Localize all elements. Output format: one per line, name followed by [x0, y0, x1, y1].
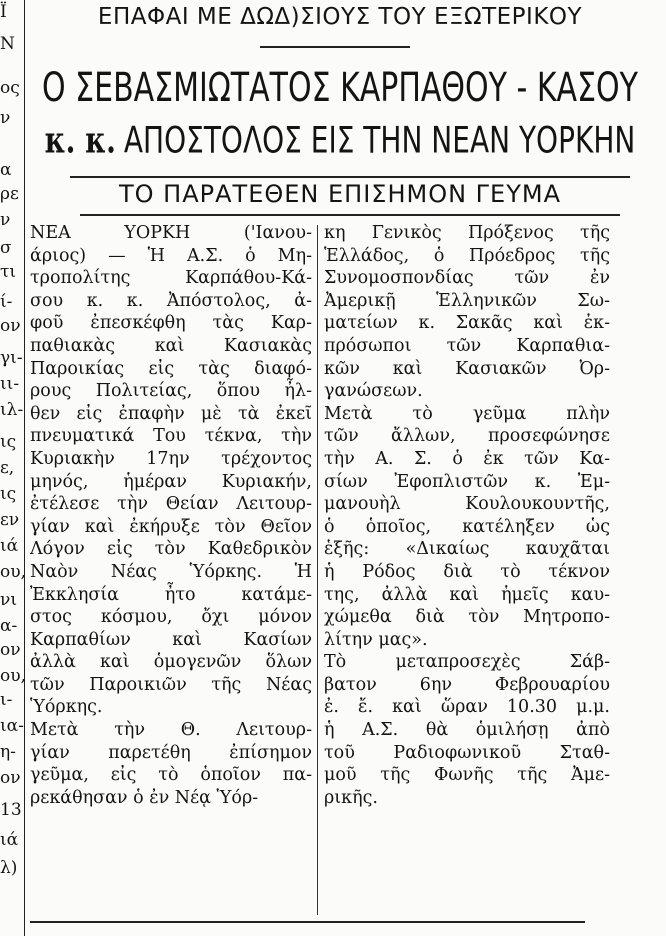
- article-line: χώμεθα διὰ τὸν Μητροπο-: [324, 607, 610, 628]
- article-line: ΝΕΑ ΥΟΡΚΗ ('Ιανου-: [30, 223, 312, 243]
- article-line: γίαν καὶ ἐκήρυξε τὸν Θεῖον: [30, 516, 312, 537]
- article-line: τοῦ Ραδιοφωνικοῦ Σταθ-: [324, 742, 610, 763]
- article-line: ὁ ὁποῖος, κατέληξεν ὡς: [324, 516, 610, 537]
- fragment-text: ιλ-: [0, 400, 24, 420]
- column-divider: [317, 225, 318, 915]
- article-line: ἡ Α.Σ. θὰ ὁμιλήσῃ ἀπὸ: [324, 720, 610, 741]
- article-line: πνευματικά Του τέκνα, τὴν: [30, 426, 312, 447]
- fragment-text: 13: [0, 800, 22, 820]
- headline-line2-text: ΑΠΟΣΤΟΛΟΣ ΕΙΣ ΤΗΝ ΝΕΑΝ ΥΟΡΚΗΝ: [123, 118, 636, 162]
- article-line: Ναὸν Νέας Ὑόρκης. Ἡ: [30, 561, 312, 582]
- article-line: Καρπαθίων καὶ Κασίων: [30, 629, 312, 650]
- divider-rule: [80, 214, 620, 216]
- fragment-text: ρε: [0, 184, 19, 204]
- article-line: Κυριακὴν 17ην τρέχοντος: [30, 448, 312, 469]
- article-line: άριος) — Ἡ Α.Σ. ὁ Μη-: [30, 245, 312, 266]
- fragment-text: ε,: [0, 458, 15, 478]
- article-line: μανουὴλ Κουλουκουντῆς,: [324, 494, 610, 515]
- fragment-text: Ϊ: [0, 2, 7, 22]
- article-line: λίτην μας».: [324, 629, 428, 650]
- headline-honorific: κ. κ.: [44, 118, 116, 162]
- article: [30, 0, 666, 936]
- fragment-text: ον: [0, 316, 21, 336]
- article-line: τὴν Α. Σ. ὁ ἐκ τῶν Κα-: [324, 448, 610, 469]
- fragment-text: τι: [0, 262, 17, 282]
- article-line: κῶν καὶ Κασιακῶν Ὀρ-: [324, 358, 610, 379]
- kicker-headline: ΕΠΑΦΑΙ ΜΕ ΔΩΔ)ΣΙΟΥΣ ΤΟΥ ΕΞΩΤΕΡΙΚΟΥ: [97, 4, 583, 30]
- fragment-text: η-: [0, 742, 16, 762]
- article-line: Ἐκκλησία ἦτο κατάμε-: [30, 584, 312, 605]
- article-line: της, ἀλλὰ καὶ ἡμεῖς καυ-: [324, 584, 610, 605]
- article-line: μηνός, ἡμέραν Κυριακήν,: [30, 471, 312, 492]
- article-line: γεῦμα, εἰς τὸ ὁποῖον πα-: [30, 765, 312, 786]
- divider-rule: [260, 46, 410, 48]
- article-line: τῶν Παροικιῶν τῆς Νέας: [30, 674, 312, 695]
- fragment-text: ιι-: [0, 374, 20, 394]
- article-line: ρους Πολιτείας, ὅπου ἦλ-: [30, 381, 312, 402]
- fragment-text: α: [0, 160, 12, 180]
- main-headline-line1: Ο ΣΕΒΑΣΜΙΩΤΑΤΟΣ ΚΑΡΠΑΘΟΥ - ΚΑΣΟΥ: [42, 64, 638, 112]
- article-line: Ἑλλάδος, ὁ Πρόεδρος τῆς: [324, 245, 610, 266]
- article-line: βατον 6ην Φεβρουαρίου: [324, 674, 610, 695]
- article-line: θεν εἰς ἐπαφὴν μὲ τὰ ἐκεῖ: [30, 403, 312, 424]
- fragment-text: ιά: [0, 536, 19, 556]
- fragment-text: ον: [0, 768, 21, 788]
- article-line: σίων Ἐφοπλιστῶν κ. Ἐμ-: [324, 471, 610, 492]
- article-line: παθιακὰς καὶ Κασιακὰς: [30, 335, 312, 356]
- article-line: ρικῆς.: [324, 787, 378, 808]
- article-line: φοῦ ἐπεσκέφθη τὰς Καρ-: [30, 313, 312, 334]
- article-line: Συνομοσπονδίας τῶν ἐν: [324, 268, 610, 289]
- article-column-2: [324, 222, 610, 809]
- article-line: τῶν ἄλλων, προσεφώνησε: [324, 426, 610, 447]
- article-line: κη Γενικὸς Πρόξενος τῆς: [324, 223, 610, 243]
- fragment-text: Ν: [0, 34, 15, 54]
- article-line: τροπολίτης Καρπάθου-Κά-: [30, 268, 312, 289]
- article-line: Μετὰ τὴν Θ. Λειτουρ-: [30, 720, 312, 741]
- article-line: γίαν παρετέθη ἐπίσημον: [30, 742, 312, 763]
- fragment-text: ις: [0, 432, 17, 452]
- fragment-text: ις: [0, 484, 17, 504]
- article-line: ἐτέλεσε τὴν Θείαν Λειτουρ-: [30, 494, 312, 515]
- fragment-text: λ): [0, 858, 18, 878]
- article-line: μοῦ τῆς Φωνῆς τῆς Ἀμε-: [324, 765, 610, 786]
- article-line: Λόγον εἰς τὸν Καθεδρικὸν: [30, 539, 312, 560]
- fragment-text: ια-: [0, 716, 24, 736]
- fragment-text: εν: [0, 510, 20, 530]
- article-line: ματείων κ. Σακᾶς καὶ ἐκ-: [324, 313, 610, 334]
- article-line: ἀλλὰ καὶ ὁμογενῶν ὅλων: [30, 652, 312, 673]
- fragment-text: ν: [0, 108, 11, 128]
- fragment-text: ος: [0, 78, 20, 98]
- fragment-text: σ: [0, 238, 12, 258]
- article-line: Παροικίας εἰς τὰς διαφό-: [30, 358, 312, 379]
- fragment-text: ν: [0, 210, 11, 230]
- article-line: σου κ. κ. Ἀπόστολος, ἀ-: [30, 290, 312, 311]
- fragment-text: ον: [0, 640, 21, 660]
- article-line: ἑξῆς: «Δικαίως καυχᾶται: [324, 539, 610, 560]
- fragment-text: νι: [0, 590, 17, 610]
- article-line: γανώσεων.: [324, 381, 423, 402]
- fragment-text: γι-: [0, 348, 23, 368]
- article-line: πρόσωποι τῶν Καρπαθια-: [324, 335, 610, 356]
- fragment-text: ιά: [0, 830, 19, 850]
- article-line: Τὸ μεταπροσεχὲς Σάβ-: [324, 652, 610, 673]
- adjacent-column-fragment: [0, 0, 25, 936]
- article-line: ἡ Ρόδος διὰ τὸ τέκνον: [324, 561, 610, 582]
- article-line: ρεκάθησαν ὁ ἐν Νέᾳ Ὑόρ-: [30, 787, 259, 808]
- article-line: ἐ. ἔ. καὶ ὥραν 10.30 μ.μ.: [324, 697, 610, 718]
- article-line: Μετὰ τὸ γεῦμα πλὴν: [324, 403, 610, 424]
- fragment-text: ί-: [0, 292, 13, 312]
- article-line: Ὑόρκης.: [30, 697, 103, 718]
- bottom-rule: [30, 921, 585, 923]
- article-line: Ἀμερικῇ Ἑλληνικῶν Σω-: [324, 290, 610, 311]
- article-line: στος κόσμου, ὄχι μόνον: [30, 607, 312, 628]
- fragment-text: α-: [0, 616, 18, 636]
- fragment-text: ου,: [0, 666, 26, 686]
- subheadline: ΤΟ ΠΑΡΑΤΕΘΕΝ ΕΠΙΣΗΜΟΝ ΓΕΥΜΑ: [119, 180, 561, 208]
- main-headline-line2: [30, 116, 650, 165]
- fragment-text: ι-: [0, 690, 13, 710]
- divider-rule: [70, 176, 630, 178]
- article-column-1: [30, 222, 312, 809]
- fragment-text: ου,: [0, 562, 26, 582]
